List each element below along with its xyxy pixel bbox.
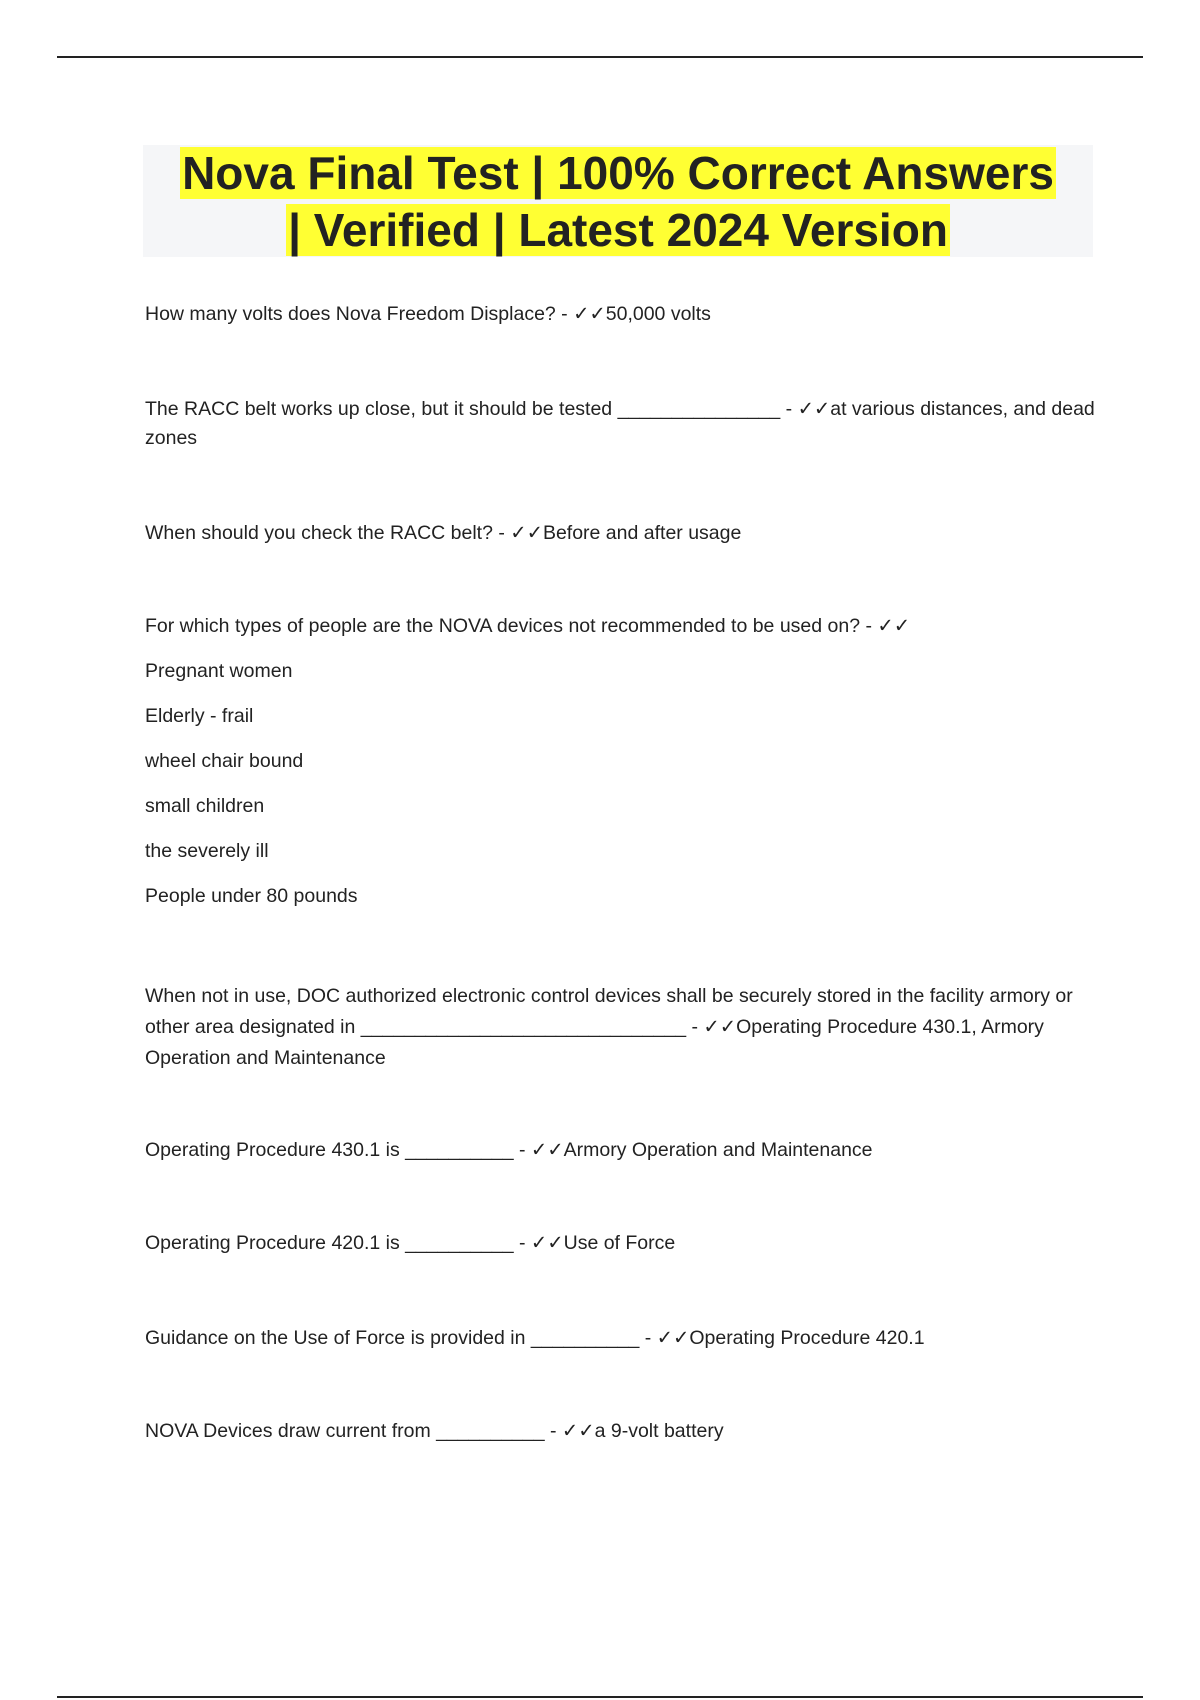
list-item: small children (145, 795, 265, 817)
footer-rule (57, 1696, 1143, 1698)
header-rule (57, 56, 1143, 58)
question-item: Guidance on the Use of Force is provided in __________ - ✓✓Operating Procedure 420.1 (145, 1327, 925, 1349)
title-line-1: Nova Final Test | 100% Correct Answers (182, 147, 1054, 199)
question-item: Operating Procedure 430.1 is __________ - ✓✓Armory Operation and Maintenance (145, 1139, 873, 1161)
question-item: Operating Procedure 420.1 is __________ - ✓✓Use of Force (145, 1232, 676, 1254)
question-item: When should you check the RACC belt? - ✓✓Before and after usage (145, 522, 742, 544)
document-title (143, 145, 1093, 259)
question-item: When not in use, DOC authorized electronic control devices shall be securely stored in the facility armory or other area designated in ______________________________ - ✓✓Operating Procedure 430.1, Armory Operation and Maintenance (145, 985, 1073, 1069)
title-banner (143, 145, 1093, 257)
list-item: Pregnant women (145, 660, 293, 682)
question-item: For which types of people are the NOVA devices not recommended to be used on? - ✓✓ (145, 615, 911, 637)
question-item: How many volts does Nova Freedom Displace? - ✓✓50,000 volts (145, 303, 711, 325)
list-item: wheel chair bound (145, 750, 304, 772)
list-item: Elderly - frail (145, 705, 254, 727)
title-line-2: | Verified | Latest 2024 Version (288, 204, 948, 256)
question-item: NOVA Devices draw current from __________ - ✓✓a 9-volt battery (145, 1420, 724, 1442)
list-item: People under 80 pounds (145, 885, 358, 907)
question-item: The RACC belt works up close, but it should be tested _______________ - ✓✓at various distances, and dead zones (145, 398, 1095, 449)
list-item: the severely ill (145, 840, 269, 862)
question-list (145, 300, 1095, 1446)
answer-list (145, 649, 1095, 919)
